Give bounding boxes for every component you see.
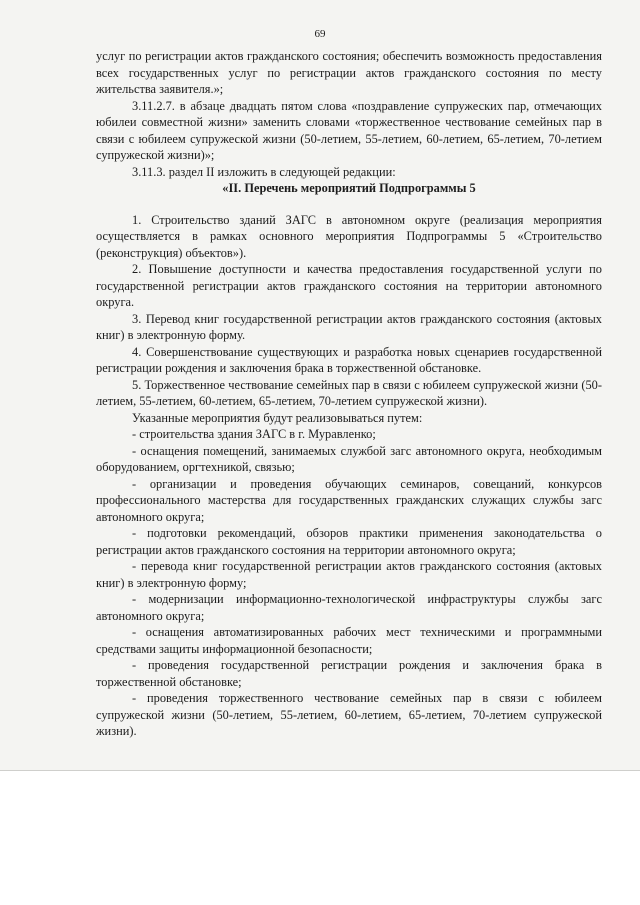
list-item: - оснащения автоматизированных рабочих мест техническими и программными средствами защиты информационной безопасности; [96,625,602,656]
document-body [96,48,602,740]
list-item: - проведения торжественного чествование семейных пар в связи с юбилеем супружеской жизни (50-летием, 55-летием, 60-летием, 65-летием, 70-летием супружеской жизни). [96,691,602,738]
list-item: 3. Перевод книг государственной регистрации актов гражданского состояния (актовых книг) в электронную форму. [96,311,602,342]
list-intro: Указанные мероприятия будут реализовываться путем: [132,410,423,425]
list-item: - проведения государственной регистрации рождения и заключения брака в торжественной обстановке; [96,658,602,689]
paragraph-3-11-2-7: 3.11.2.7. в абзаце двадцать пятом слова «поздравление супружеских пар, отмечающих юбилеи совместной жизни» заменить словами «торжественное чествование семейных пар в связи с юбилеем супружеской жизни (50-летием, 55-летием, 60-летием, 65-летием, 70-летием супружеской жизни)»; [96,98,602,162]
list-item: - подготовки рекомендаций, обзоров практики применения законодательства о регистрации актов гражданского состояния на территории автономного округа; [96,526,602,557]
list-item: - организации и проведения обучающих семинаров, совещаний, конкурсов профессионального мастерства для государственных гражданских служащих службы загс автономного округа; [96,476,602,524]
paragraph-3-11-3: 3.11.3. раздел II изложить в следующей редакции: [132,164,396,179]
list-item: 4. Совершенствование существующих и разработка новых сценариев государственной регистрации рождения и заключения брака в торжественной обстановке. [96,344,602,375]
list-item: - модернизации информационно-технологической инфраструктуры службы загс автономного округа; [96,592,602,623]
list-item: 1. Строительство зданий ЗАГС в автономном округе (реализация мероприятия осуществляется в рамках основного мероприятия Подпрограммы 5 «Строительство (реконструкция) объектов»). [96,212,602,260]
list-item: 2. Повышение доступности и качества предоставления государственной услуги по государственной регистрации актов гражданского состояния на территории автономного округа. [96,262,602,309]
list-item: - оснащения помещений, занимаемых службой загс автономного округа, необходимым оборудованием, оргтехникой, связью; [96,443,602,474]
list-item: - строительства здания ЗАГС в г. Муравленко; [132,427,376,441]
list-item: - перевода книг государственной регистрации актов гражданского состояния (актовых книг) в электронную форму; [96,559,602,590]
section-heading: «II. Перечень мероприятий Подпрограммы 5 [222,181,476,195]
paragraph-intro: услуг по регистрации актов гражданского состояния; обеспечить возможность предоставления всех государственных услуг по регистрации актов гражданского состояния по месту жительства заявителя.»; [96,49,602,96]
list-item: 5. Торжественное чествование семейных пар в связи с юбилеем супружеской жизни (50-летием, 55-летием, 60-летием, 65-летием, 70-летием супружеской жизни). [96,377,602,408]
page-number: 69 [314,28,326,40]
